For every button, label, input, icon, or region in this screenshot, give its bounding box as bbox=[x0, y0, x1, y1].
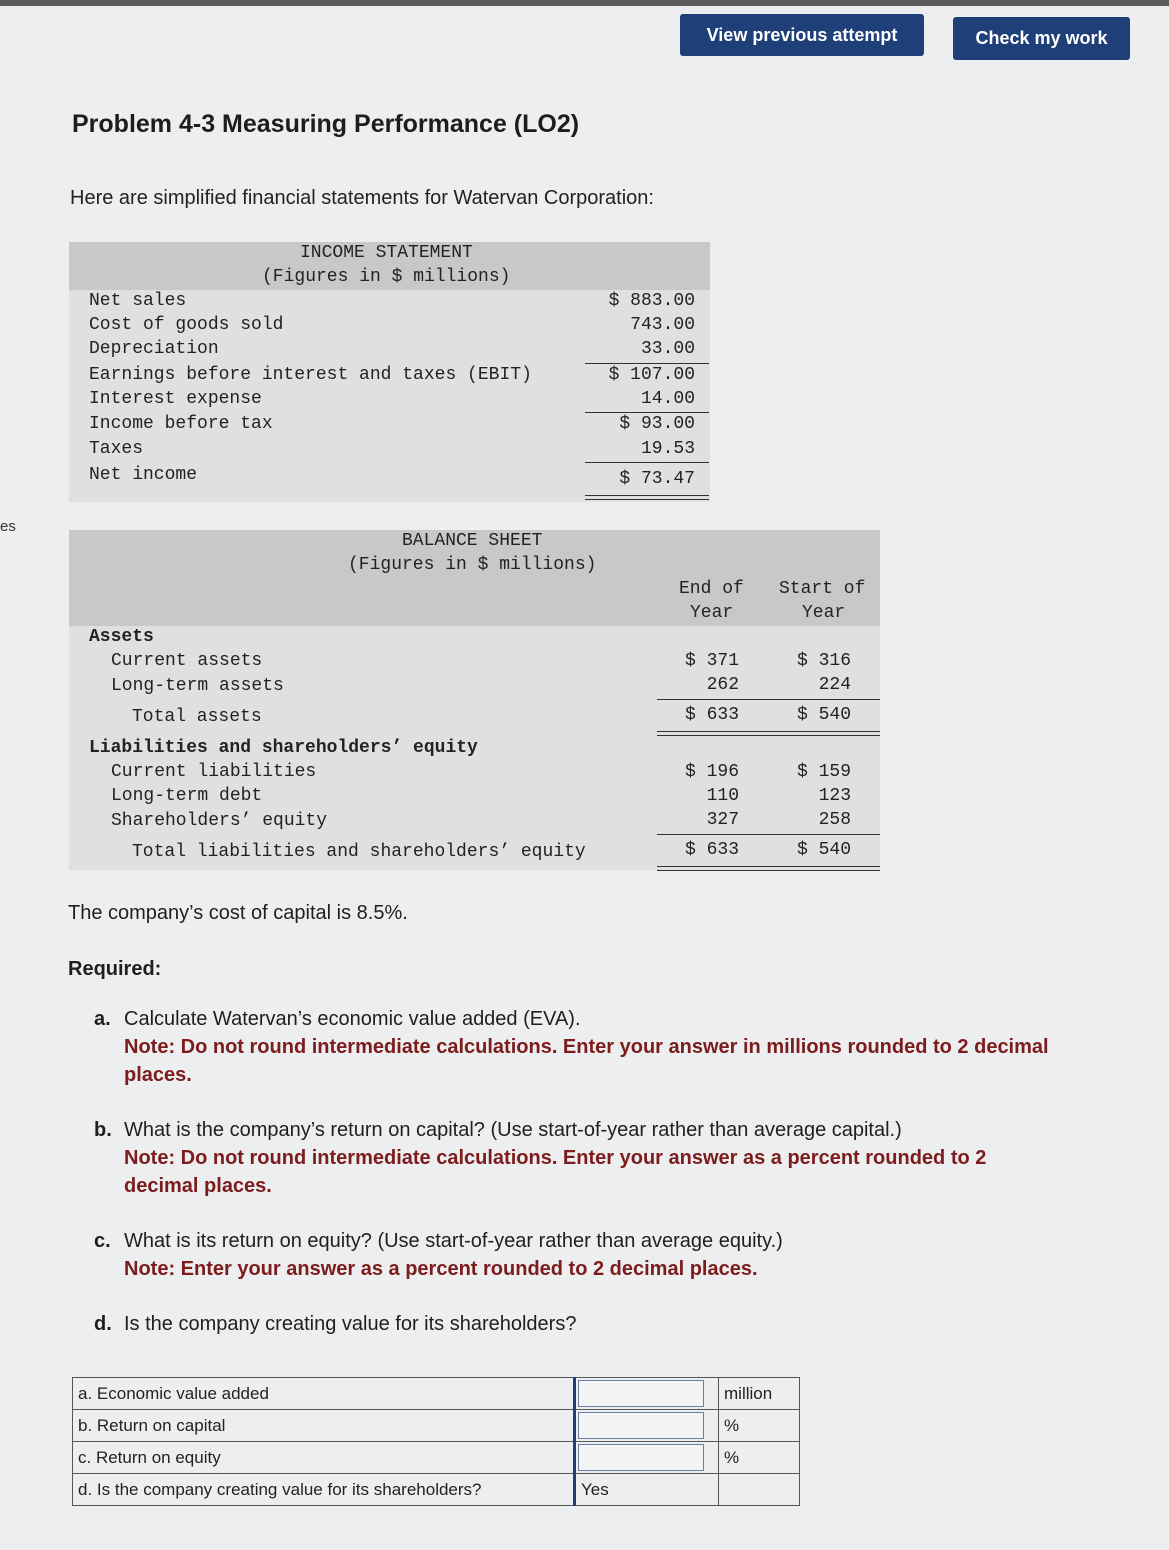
is-value-income-before-tax: $ 93.00 bbox=[619, 414, 695, 434]
return-on-capital-input[interactable] bbox=[578, 1412, 704, 1439]
col-start-of-year-line1: Start of bbox=[779, 579, 866, 599]
answer-table bbox=[72, 1377, 800, 1506]
bs-start-total-assets: $ 540 bbox=[796, 705, 851, 725]
is-total-double-rule bbox=[585, 495, 709, 500]
income-statement-title: INCOME STATEMENT bbox=[300, 243, 473, 263]
is-label-interest: Interest expense bbox=[89, 389, 262, 409]
is-value-depreciation: 33.00 bbox=[640, 339, 695, 359]
bs-label-shareholders-equity: Shareholders’ equity bbox=[111, 811, 328, 831]
is-subtotal-rule bbox=[585, 412, 709, 413]
col-start-of-year-line2: Year bbox=[802, 603, 846, 623]
answer-row-creating-value bbox=[73, 1474, 800, 1506]
bs-start-long-term-debt: 123 bbox=[818, 786, 851, 806]
is-subtotal-rule bbox=[585, 462, 709, 463]
bs-end-total-liabilities-equity: $ 633 bbox=[684, 840, 739, 860]
bs-start-current-liabilities: $ 159 bbox=[796, 762, 851, 782]
is-label-cogs: Cost of goods sold bbox=[89, 315, 284, 335]
is-subtotal-rule bbox=[585, 363, 709, 364]
is-value-ebit: $ 107.00 bbox=[608, 365, 695, 385]
bs-label-current-assets: Current assets bbox=[111, 651, 263, 671]
col-end-of-year-line2: Year bbox=[690, 603, 734, 623]
bs-subtotal-rule bbox=[657, 699, 880, 700]
bs-end-current-liabilities: $ 196 bbox=[684, 762, 739, 782]
is-value-net-sales: $ 883.00 bbox=[608, 291, 695, 311]
assets-heading: Assets bbox=[89, 627, 154, 647]
bs-total-double-rule bbox=[657, 866, 880, 871]
view-previous-attempt-button[interactable]: View previous attempt bbox=[680, 14, 924, 56]
answer-label-return-on-capital: b. Return on capital bbox=[73, 1410, 575, 1442]
intro-text: Here are simplified financial statements for Watervan Corporation: bbox=[70, 187, 654, 209]
is-label-net-income: Net income bbox=[89, 465, 198, 485]
answer-cell-return-on-capital bbox=[575, 1410, 719, 1442]
answer-unit-return-on-equity: % bbox=[719, 1442, 800, 1474]
problem-title: Problem 4-3 Measuring Performance (LO2) bbox=[72, 110, 580, 138]
question-d-letter: d. bbox=[94, 1313, 112, 1335]
bs-label-long-term-debt: Long-term debt bbox=[111, 786, 263, 806]
is-label-income-before-tax: Income before tax bbox=[89, 414, 273, 434]
eva-input[interactable] bbox=[578, 1380, 704, 1407]
bs-label-total-assets: Total assets bbox=[132, 707, 262, 727]
answer-label-return-on-equity: c. Return on equity bbox=[73, 1442, 575, 1474]
return-on-equity-input[interactable] bbox=[578, 1444, 704, 1471]
is-label-depreciation: Depreciation bbox=[89, 339, 219, 359]
answer-unit-return-on-capital: % bbox=[719, 1410, 800, 1442]
question-d-text: Is the company creating value for its shareholders? bbox=[124, 1313, 577, 1335]
bs-start-current-assets: $ 316 bbox=[796, 651, 851, 671]
bs-label-current-liabilities: Current liabilities bbox=[111, 762, 317, 782]
question-b-text: What is the company’s return on capital? (Use start-of-year rather than average capital.) bbox=[124, 1119, 902, 1141]
bs-start-total-liabilities-equity: $ 540 bbox=[796, 840, 851, 860]
bs-end-total-assets: $ 633 bbox=[684, 705, 739, 725]
sidebar-fragment: es bbox=[0, 518, 16, 535]
question-a-letter: a. bbox=[94, 1008, 111, 1030]
bs-end-current-assets: $ 371 bbox=[684, 651, 739, 671]
answer-label-eva: a. Economic value added bbox=[73, 1378, 575, 1410]
required-heading: Required: bbox=[68, 958, 162, 980]
bs-end-long-term-assets: 262 bbox=[706, 675, 739, 695]
question-b-letter: b. bbox=[94, 1119, 112, 1141]
liabilities-heading: Liabilities and shareholders’ equity bbox=[89, 738, 478, 758]
answer-row-eva bbox=[73, 1378, 800, 1410]
is-value-taxes: 19.53 bbox=[640, 439, 695, 459]
bs-label-total-liabilities-equity: Total liabilities and shareholders’ equity bbox=[132, 842, 586, 862]
answer-label-creating-value: d. Is the company creating value for its shareholders? bbox=[73, 1474, 575, 1506]
is-label-taxes: Taxes bbox=[89, 439, 144, 459]
answer-row-return-on-capital bbox=[73, 1410, 800, 1442]
top-border bbox=[0, 0, 1169, 6]
creating-value-select[interactable]: Yes bbox=[575, 1474, 719, 1506]
bs-label-long-term-assets: Long-term assets bbox=[111, 676, 284, 696]
is-label-ebit: Earnings before interest and taxes (EBIT) bbox=[89, 365, 532, 385]
balance-sheet-title: BALANCE SHEET bbox=[402, 531, 543, 551]
is-label-net-sales: Net sales bbox=[89, 291, 187, 311]
question-c-note-line1: Note: Enter your answer as a percent rounded to 2 decimal places. bbox=[124, 1258, 758, 1280]
is-value-cogs: 743.00 bbox=[630, 315, 695, 335]
bs-start-long-term-assets: 224 bbox=[818, 675, 851, 695]
question-c-text: What is its return on equity? (Use start-of-year rather than average equity.) bbox=[124, 1230, 783, 1252]
income-statement-subtitle: (Figures in $ millions) bbox=[262, 267, 511, 287]
check-my-work-button[interactable]: Check my work bbox=[953, 17, 1130, 60]
answer-unit-empty bbox=[719, 1474, 800, 1506]
bs-end-shareholders-equity: 327 bbox=[706, 810, 739, 830]
question-a-note-line1: Note: Do not round intermediate calculations. Enter your answer in millions rounded to 2 decimal bbox=[124, 1036, 1049, 1058]
bs-total-double-rule bbox=[657, 731, 880, 736]
bs-start-shareholders-equity: 258 bbox=[818, 810, 851, 830]
question-a-text: Calculate Watervan’s economic value added (EVA). bbox=[124, 1008, 581, 1030]
bs-end-long-term-debt: 110 bbox=[706, 786, 739, 806]
answer-unit-eva: million bbox=[719, 1378, 800, 1410]
answer-row-return-on-equity bbox=[73, 1442, 800, 1474]
bs-subtotal-rule bbox=[657, 834, 880, 835]
col-end-of-year-line1: End of bbox=[679, 579, 744, 599]
answer-cell-return-on-equity bbox=[575, 1442, 719, 1474]
question-c-letter: c. bbox=[94, 1230, 111, 1252]
cost-of-capital-text: The company’s cost of capital is 8.5%. bbox=[68, 902, 408, 924]
question-a-note-line2: places. bbox=[124, 1064, 192, 1086]
is-value-interest: 14.00 bbox=[640, 389, 695, 409]
question-b-note-line1: Note: Do not round intermediate calculations. Enter your answer as a percent rounded to 2 bbox=[124, 1147, 987, 1169]
answer-cell-eva bbox=[575, 1378, 719, 1410]
is-value-net-income: $ 73.47 bbox=[619, 469, 695, 489]
question-b-note-line2: decimal places. bbox=[124, 1175, 272, 1197]
balance-sheet-subtitle: (Figures in $ millions) bbox=[348, 555, 597, 575]
